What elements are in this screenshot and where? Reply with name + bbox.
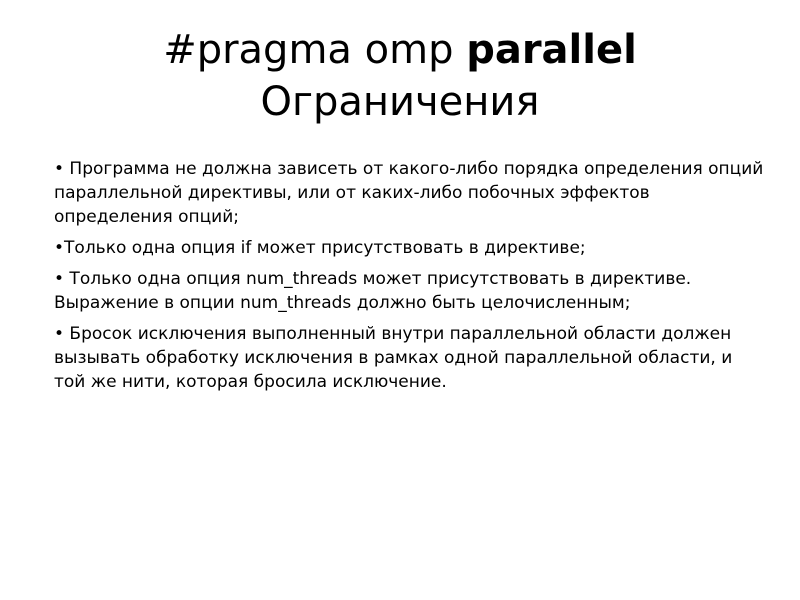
bullet-item: • Программа не должна зависеть от какого-либо порядка определения опций параллельной директивы, или от каких-либо побочных эффектов определения опций; <box>54 159 764 227</box>
title-bold-keyword: parallel <box>466 27 637 73</box>
slide-title <box>0 24 800 128</box>
bullet-item: • Бросок исключения выполненный внутри параллельной области должен вызывать обработку исключения в рамках одной параллельной области, и той же нити, которая бросила исключение. <box>54 324 733 392</box>
title-prefix: #pragma omp <box>163 27 467 73</box>
title-line-2: Ограничения <box>260 79 540 125</box>
bullet-item: •Только одна опция if может присутствовать в директиве; <box>54 238 586 258</box>
title-line-1 <box>0 24 800 76</box>
bullet-list <box>54 157 764 401</box>
bullet-item: • Только одна опция num_threads может присутствовать в директиве. Выражение в опции num_threads должно быть целочисленным; <box>54 269 692 313</box>
